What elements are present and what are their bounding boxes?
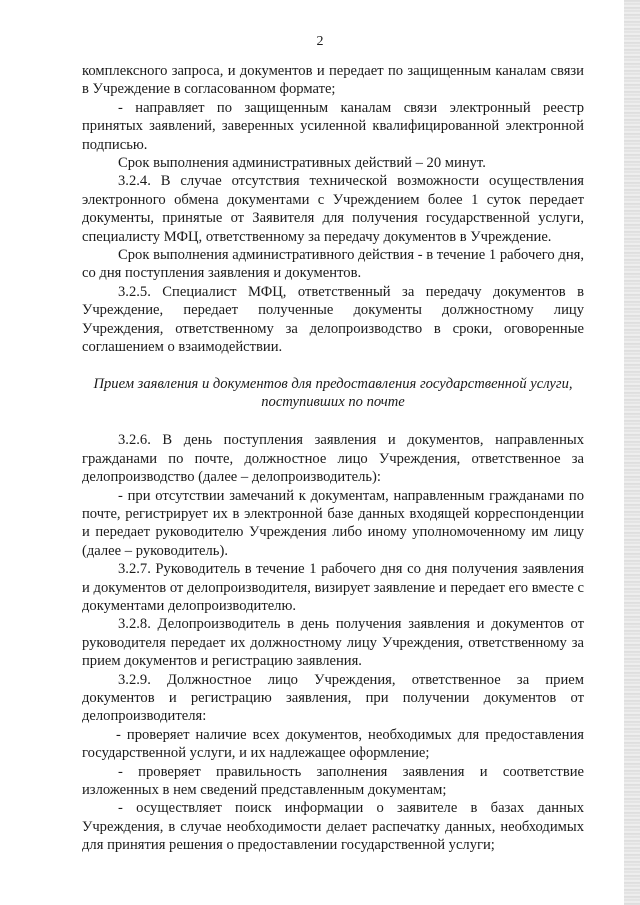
paragraph: комплексного запроса, и документов и передает по защищенным каналам связи в Учреждение в согласованном формате; bbox=[82, 63, 584, 98]
paragraph: - проверяет наличие всех документов, необходимых для предоставления государственной услуги, и их надлежащее оформление; bbox=[82, 726, 584, 762]
paragraph: - направляет по защищенным каналам связи электронный реестр принятых заявлений, заверенных усиленной квалифицированной электронной подписью. bbox=[82, 99, 584, 153]
paragraph: 3.2.4. В случае отсутствия технической возможности осуществления электронного обмена документами с Учреждением более 1 суток передает документы, принятые от Заявителя для получения государственной услуги, специалисту МФЦ, ответственному за передачу документов в Учреждение. bbox=[82, 173, 584, 245]
paragraph: - при отсутствии замечаний к документам, направленным гражданами по почте, регистрирует их в электронной базе данных входящей корреспонденции и передает руководителю Учреждения либо иному уполномоченному им лицу (далее – руководитель). bbox=[82, 487, 584, 559]
top-paragraphs bbox=[82, 62, 584, 357]
page-number: 2 bbox=[316, 34, 324, 49]
paragraph: - осуществляет поиск информации о заявителе в базах данных Учреждения, в случае необходимости делает распечатку данных, необходимых для принятия решения о предоставлении государственной услуги; bbox=[82, 800, 584, 854]
paragraph: 3.2.6. В день поступления заявления и документов, направленных гражданами по почте, должностное лицо Учреждения, ответственное за делопроизводство (далее – делопроизводитель): bbox=[82, 432, 584, 486]
paragraph: Срок выполнения административных действий – 20 минут. bbox=[118, 155, 486, 172]
scan-edge-shadow bbox=[624, 0, 640, 905]
paragraph: Срок выполнения административного действия - в течение 1 рабочего дня, со дня поступления заявления и документов. bbox=[82, 247, 584, 282]
paragraph: - проверяет правильность заполнения заявления и соответствие изложенных в нем сведений представленным документам; bbox=[82, 763, 584, 799]
paragraph: 3.2.5. Специалист МФЦ, ответственный за передачу документов в Учреждение, передает полученные документы должностному лицу Учреждения, ответственному за делопроизводство в сроки, оговоренные соглашением о взаимодействии. bbox=[82, 283, 584, 356]
paragraph: 3.2.9. Должностное лицо Учреждения, ответственное за прием документов и регистрацию заявления, при получении документов от делопроизводителя: bbox=[82, 671, 584, 725]
paragraph: 3.2.8. Делопроизводитель в день получения заявления и документов от руководителя передает их должностному лицу Учреждения, ответственному за прием документов и регистрацию заявления. bbox=[82, 616, 584, 670]
section-heading: Прием заявления и документов для предоставления государственной услуги, поступивших по почте bbox=[93, 375, 573, 410]
bottom-paragraphs bbox=[82, 431, 584, 854]
paragraph: 3.2.7. Руководитель в течение 1 рабочего дня со дня получения заявления и документов от делопроизводителя, визирует заявление и передает его вместе с документами делопроизводителю. bbox=[82, 561, 584, 614]
document-body bbox=[82, 62, 584, 855]
